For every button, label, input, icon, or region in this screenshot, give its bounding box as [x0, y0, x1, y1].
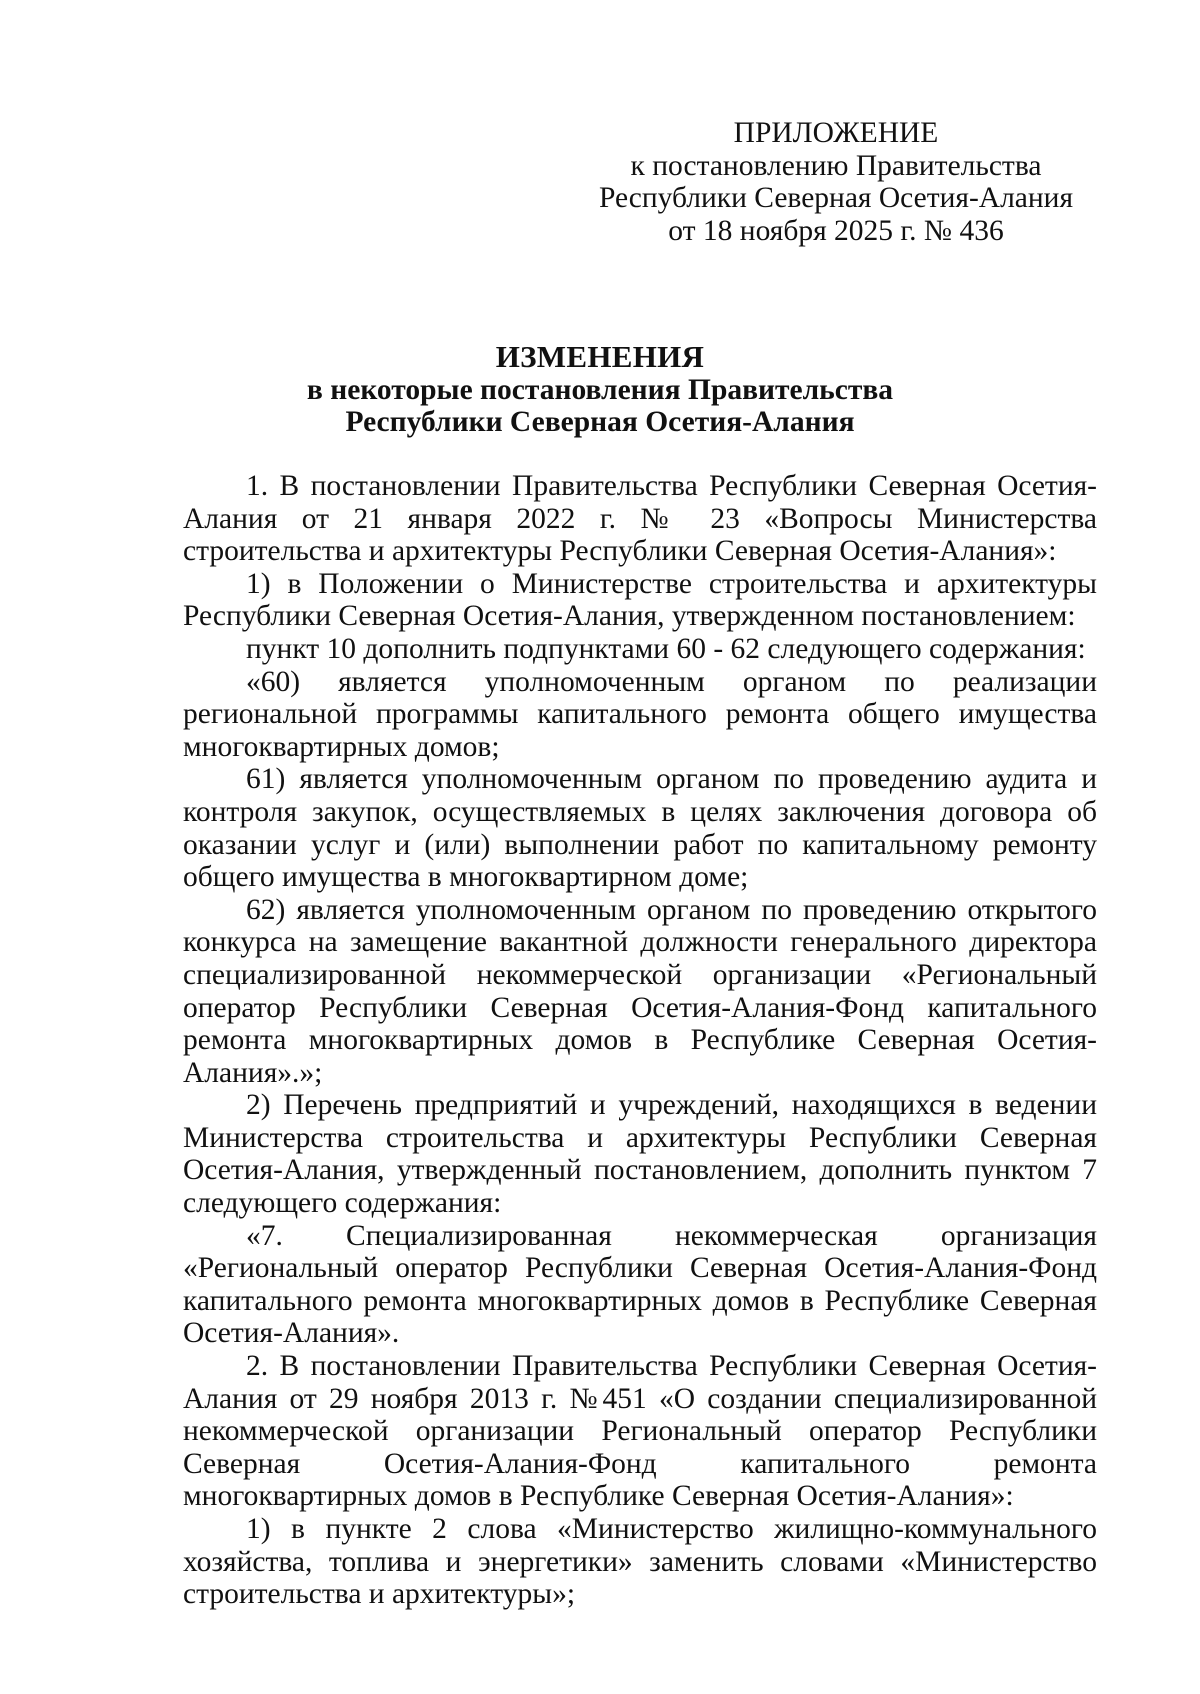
appendix-line-1: к постановлению Правительства: [630, 149, 1042, 182]
paragraph-8: «7. Специализированная некоммерческая организация «Региональный оператор Республики Северная Осетия-Алания-Фонд капитального ремонта многоквартирных домов в Республике Северная Осетия-Алания».: [183, 1219, 1097, 1350]
heading-line-1: в некоторые постановления Правительства: [306, 373, 894, 406]
appendix-line-2: Республики Северная Осетия-Алания: [598, 182, 1074, 215]
paragraph-7: 2) Перечень предприятий и учреждений, находящихся в ведении Министерства строительства и архитектуры Республики Северная Осетия-Алания, утвержденный постановлением, дополнить пунктом 7 следующего содержания:: [183, 1089, 1097, 1220]
document-heading: [150, 341, 1050, 439]
appendix-line-3: от 18 ноября 2025 г. № 436: [668, 214, 1004, 247]
paragraph-9: 2. В постановлении Правительства Республики Северная Осетия-Алания от 29 ноября 2013 г. №451 «О создании специализированной некоммерческой организации Региональный оператор Республики Северная Осетия-Алания-Фонд капитального ремонта многоквартирных домов в Республике Северная Осетия-Алания»:: [183, 1350, 1097, 1513]
paragraph-3: пункт 10 дополнить подпунктами 60 - 62 следующего содержания:: [246, 632, 1086, 665]
appendix-title: ПРИЛОЖЕНИЕ: [733, 117, 939, 149]
paragraph-6: 62) является уполномоченным органом по проведению открытого конкурса на замещение вакантной должности генерального директора специализированной некоммерческой организации «Региональный оператор Республики Северная Осетия-Алания-Фонд капитального ремонта многоквартирных домов в Республике Северная Осетия-Алания».»;: [183, 893, 1097, 1089]
document-body: [183, 470, 1097, 1611]
paragraph-1: 1. В постановлении Правительства Республики Северная Осетия-Алания от 21 января 2022 г. № 23 «Вопросы Министерства строительства и архитектуры Республики Северная Осетия-Алания»:: [183, 470, 1097, 568]
paragraph-10: 1) в пункте 2 слова «Министерство жилищно-коммунального хозяйства, топлива и энергетики» заменить словами «Министерство строительства и архитектуры»;: [183, 1513, 1097, 1611]
paragraph-2: 1) в Положении о Министерстве строительства и архитектуры Республики Северная Осетия-Алания, утвержденном постановлением:: [183, 567, 1097, 633]
heading-line-2: Республики Северная Осетия-Алания: [345, 406, 855, 439]
heading-title: ИЗМЕНЕНИЯ: [495, 339, 705, 374]
paragraph-5: 61) является уполномоченным органом по проведению аудита и контроля закупок, осуществляемых в целях заключения договора об оказании услуг и (или) выполнении работ по капитальному ремонту общего имущества в многоквартирном доме;: [183, 763, 1097, 894]
appendix-block: [586, 117, 1086, 247]
paragraph-4: «60) является уполномоченным органом по реализации региональной программы капитального ремонта общего имущества многоквартирных домов;: [183, 665, 1097, 763]
